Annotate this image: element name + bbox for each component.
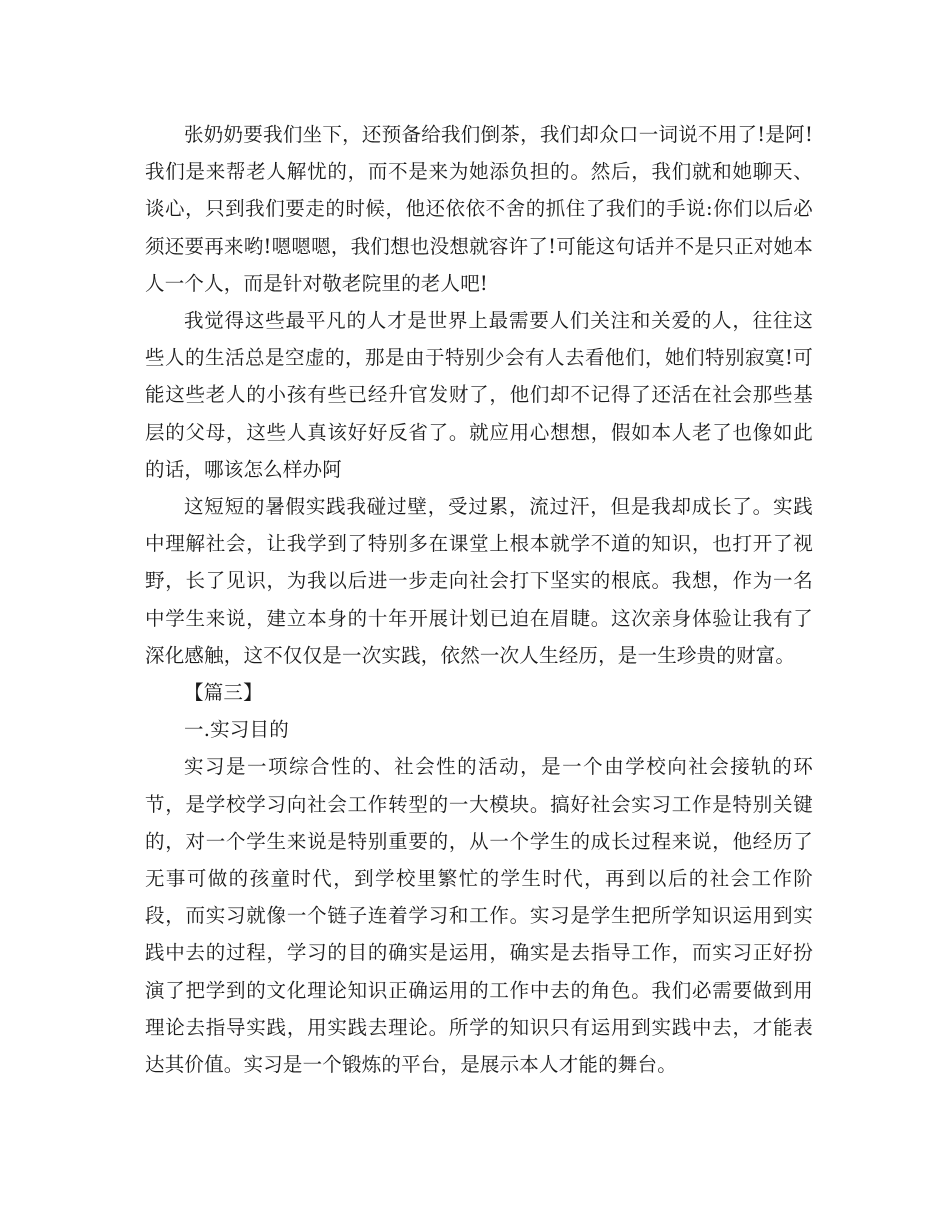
section-heading: 【篇三】 — [184, 681, 263, 705]
paragraph-growth: 这短短的暑假实践我碰过壁，受过累，流过汗，但是我却成长了。实践中理解社会，让我学到了特别多在课堂上根本就学不道的知识，也打开了视野，长了见识，为我以后进一步走向社会打下坚实的根底。我想，作为一名中学生来说，建立本身的十年开展计划已迫在眉睫。这次亲身体验让我有了深化感触，这不仅仅是一次实践，依然一次人生经历，是一生珍贵的财富。 — [145, 495, 813, 667]
paragraph-internship-purpose: 实习是一项综合性的、社会性的活动，是一个由学校向社会接轨的环节，是学校学习向社会工作转型的一大模块。搞好社会实习工作是特别关键的，对一个学生来说是特别重要的，从一个学生的成长过程来说，他经历了无事可做的孩童时代，到学校里繁忙的学生时代，再到以后的社会工作阶段，而实习就像一个链子连着学习和工作。实习是学生把所学知识运用到实践中去的过程，学习的目的确实是运用，确实是去指导工作，而实习正好扮演了把学到的文化理论知识正确运用的工作中去的角色。我们必需要做到用理论去指导实践，用实践去理论。所学的知识只有运用到实践中去，才能表达其价值。实习是一个锻炼的平台，是展示本人才能的舞台。 — [145, 755, 813, 1077]
paragraph-visit: 张奶奶要我们坐下，还预备给我们倒茶，我们却众口一词说不用了!是阿!我们是来帮老人解忧的，而不是来为她添负担的。然后，我们就和她聊天、谈心，只到我们要走的时候，他还依依不舍的抓住了我们的手说:你们以后必须还要再来哟!嗯嗯嗯，我们想也没想就容许了!可能这句话并不是只正对她本人一个人，而是针对敬老院里的老人吧! — [145, 123, 813, 295]
sub-heading: 一.实习目的 — [184, 718, 289, 742]
document-body — [145, 116, 813, 1083]
paragraph-reflection: 我觉得这些最平凡的人才是世界上最需要人们关注和关爱的人，往往这些人的生活总是空虚的，那是由于特别少会有人去看他们，她们特别寂寞!可能这些老人的小孩有些已经升官发财了，他们却不记得了还活在社会那些基层的父母，这些人真该好好反省了。就应用心想想，假如本人老了也像如此的话，哪该怎么样办阿 — [145, 309, 813, 481]
